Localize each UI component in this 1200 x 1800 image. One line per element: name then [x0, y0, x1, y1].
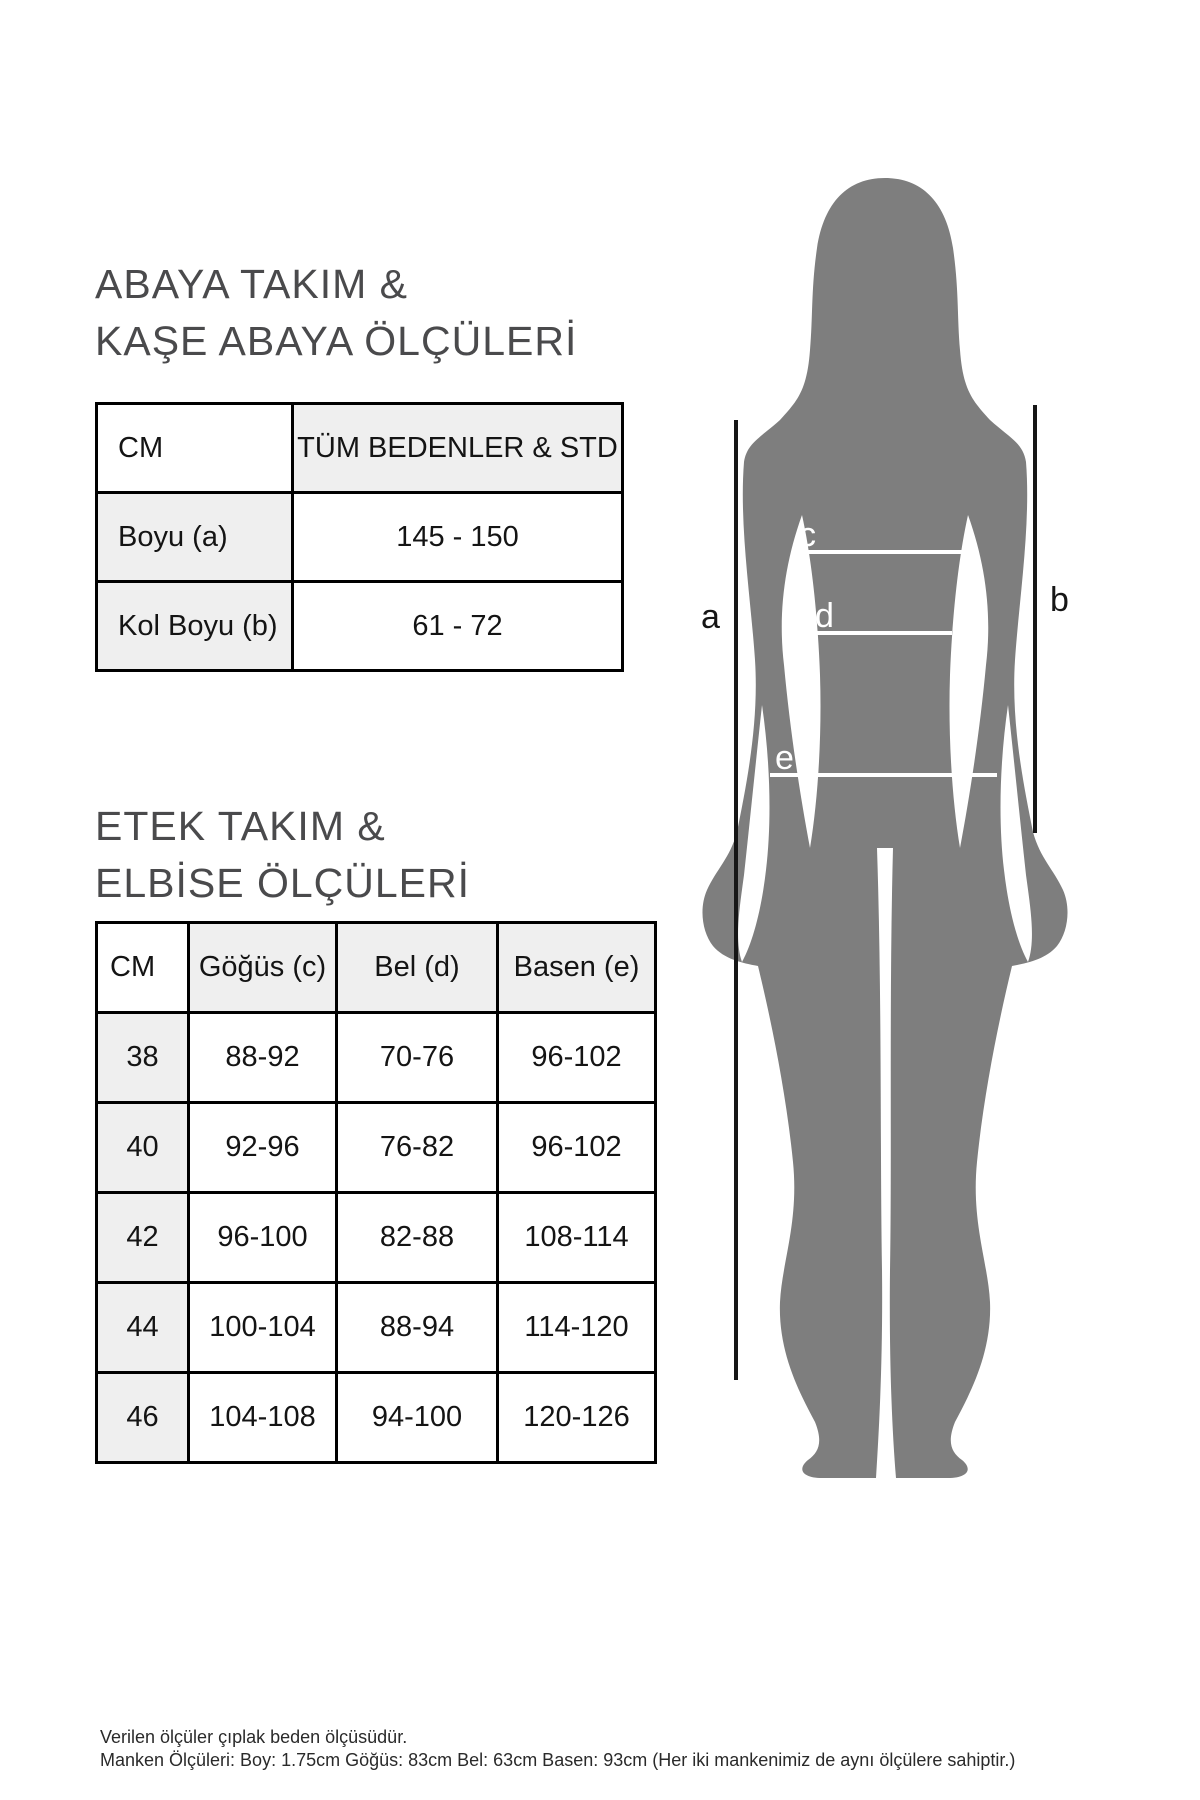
table-cell: 96-102 [498, 1103, 656, 1193]
table-header-cell: Bel (d) [337, 923, 498, 1013]
etek-title-line-1: ETEK TAKIM & [95, 803, 386, 849]
measurement-label-d: d [815, 597, 834, 635]
table-cell: 96-102 [498, 1013, 656, 1103]
table-cell: 40 [97, 1103, 189, 1193]
table-cell: Boyu (a) [97, 493, 293, 582]
table-cell: 46 [97, 1373, 189, 1463]
table-cell: 145 - 150 [293, 493, 623, 582]
measurement-label-e: e [775, 739, 794, 777]
table-cell: 96-100 [189, 1193, 337, 1283]
table-cell: 82-88 [337, 1193, 498, 1283]
table-cell: 61 - 72 [293, 582, 623, 671]
table-cell: 108-114 [498, 1193, 656, 1283]
etek-title-line-2: ELBİSE ÖLÇÜLERİ [95, 860, 471, 906]
table-cell: 42 [97, 1193, 189, 1283]
measurement-label-b: b [1050, 581, 1069, 619]
table-cell: 100-104 [189, 1283, 337, 1373]
table-cell: 44 [97, 1283, 189, 1373]
measurement-label-c: c [799, 516, 816, 554]
table-cell: 76-82 [337, 1103, 498, 1193]
table-cell: 114-120 [498, 1283, 656, 1373]
abaya-title-line-2: KAŞE ABAYA ÖLÇÜLERİ [95, 318, 578, 364]
table-header-cell: Göğüs (c) [189, 923, 337, 1013]
table-header-cell: CM [97, 923, 189, 1013]
table-header-cell: Basen (e) [498, 923, 656, 1013]
abaya-title-line-1: ABAYA TAKIM & [95, 261, 409, 307]
table-cell: 92-96 [189, 1103, 337, 1193]
table-cell: 104-108 [189, 1373, 337, 1463]
table-header-cell: TÜM BEDENLER & STD [293, 404, 623, 493]
table-cell: 88-92 [189, 1013, 337, 1103]
table-cell: 120-126 [498, 1373, 656, 1463]
footer-notes [100, 1726, 1015, 1772]
table-cell: Kol Boyu (b) [97, 582, 293, 671]
table-cell: 88-94 [337, 1283, 498, 1373]
table-cell: 38 [97, 1013, 189, 1103]
table-header-cell: CM [97, 404, 293, 493]
footer-note-2: Manken Ölçüleri: Boy: 1.75cm Göğüs: 83cm Bel: 63cm Basen: 93cm (Her iki mankenimiz de aynı ölçülere sahiptir.) [100, 1750, 1016, 1770]
footer-note-1: Verilen ölçüler çıplak beden ölçüsüdür. [100, 1727, 408, 1747]
measurement-label-a: a [701, 598, 720, 636]
table-cell: 70-76 [337, 1013, 498, 1103]
table-cell: 94-100 [337, 1373, 498, 1463]
